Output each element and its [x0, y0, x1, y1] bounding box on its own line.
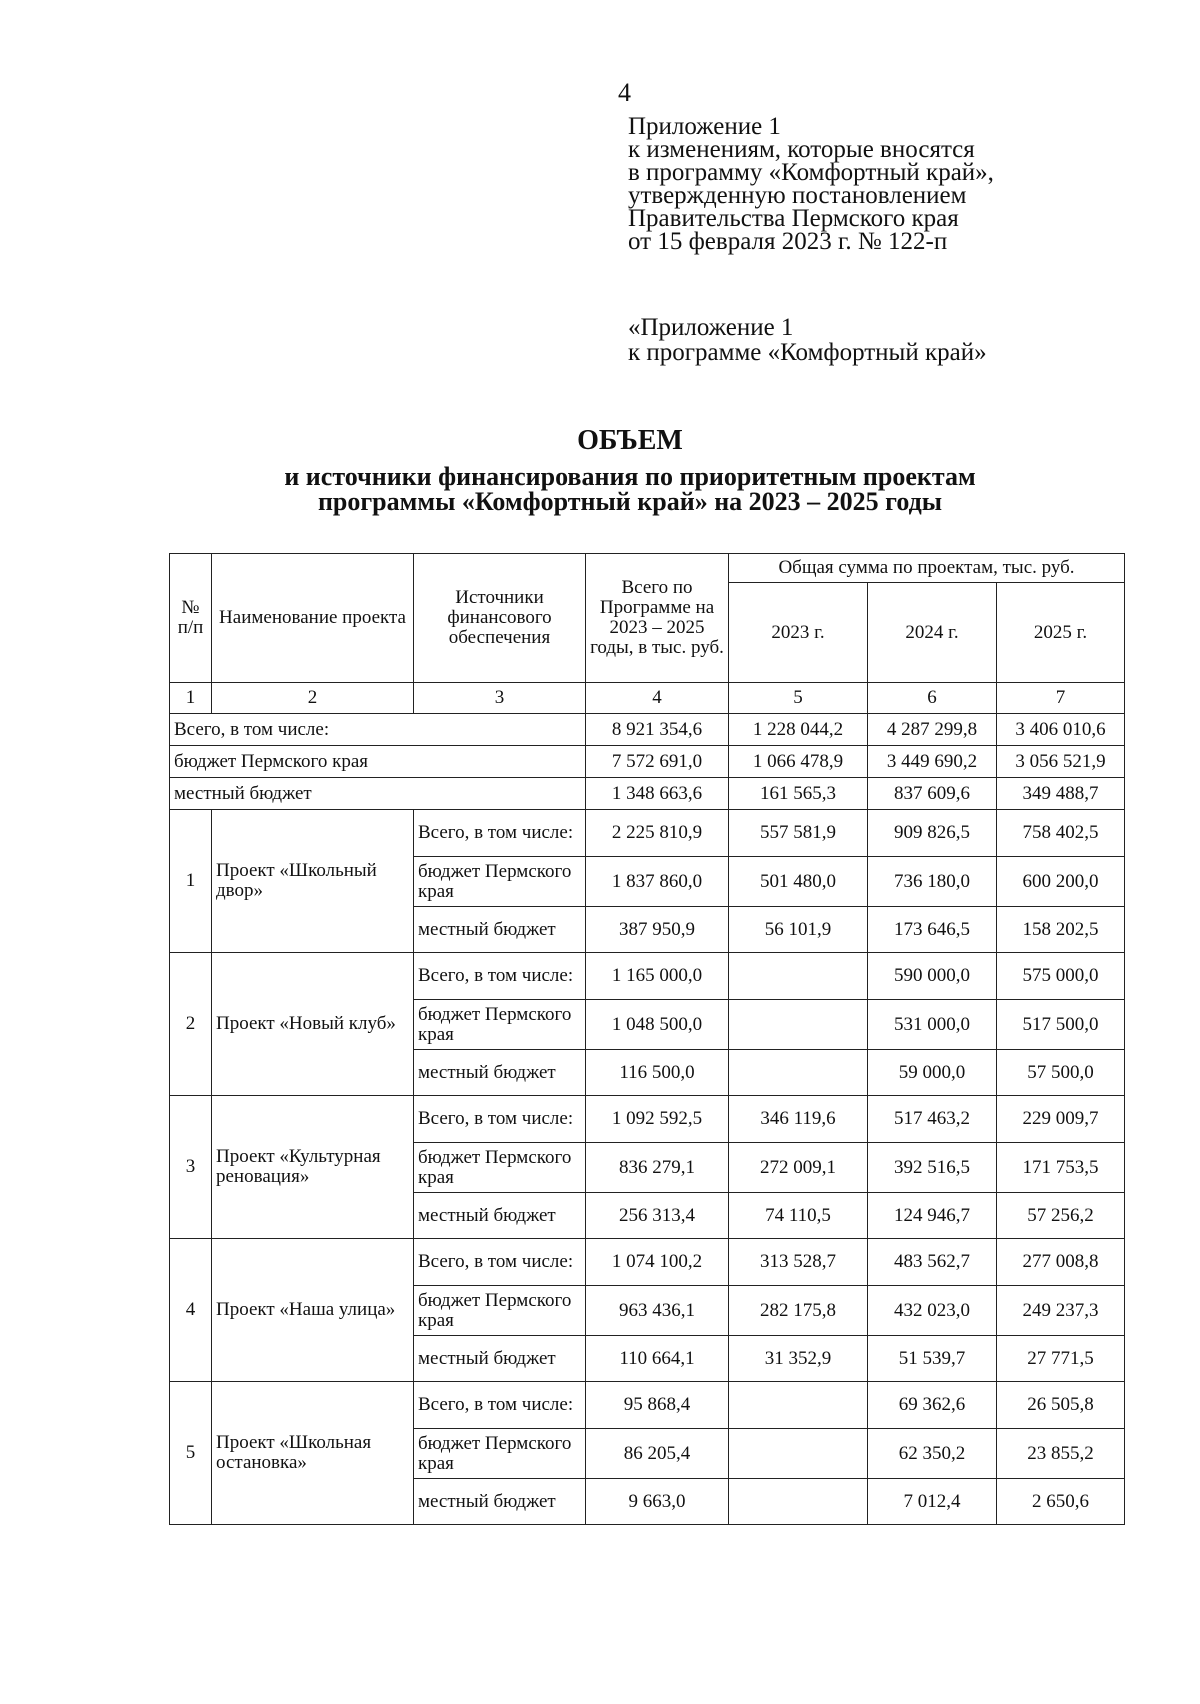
funding-source: местный бюджет	[414, 1193, 586, 1239]
total-value: 7 572 691,0	[586, 746, 729, 778]
header-2024: 2024 г.	[868, 583, 997, 683]
value-2024: 590 000,0	[868, 953, 997, 1000]
header-total: Всего по Программе на 2023 – 2025 годы, в тыс. руб.	[586, 554, 729, 683]
appendix-line: к программе «Комфортный край»	[628, 339, 987, 366]
project-row	[170, 1096, 1125, 1143]
funding-source: бюджет Пермского края	[414, 857, 586, 907]
value-2023: 282 175,8	[729, 1286, 868, 1336]
total-value: 110 664,1	[586, 1336, 729, 1382]
total-value: 1 048 500,0	[586, 1000, 729, 1050]
appendix-line: Правительства Пермского края	[628, 205, 959, 232]
summary-row	[170, 778, 1125, 810]
column-number: 6	[868, 683, 997, 714]
appendix-line: Приложение 1	[628, 113, 781, 140]
project-number: 3	[170, 1096, 212, 1239]
value-2025: 575 000,0	[997, 953, 1125, 1000]
table-header	[170, 554, 1125, 714]
page-number: 4	[618, 78, 631, 107]
value-2025: 349 488,7	[997, 778, 1125, 810]
value-2024: 432 023,0	[868, 1286, 997, 1336]
column-number: 5	[729, 683, 868, 714]
value-2023: 313 528,7	[729, 1239, 868, 1286]
project-name: Проект «Культурная реновация»	[212, 1096, 414, 1239]
project-row	[170, 810, 1125, 857]
value-2023	[729, 953, 868, 1000]
funding-source: Всего, в том числе:	[414, 1096, 586, 1143]
value-2023: 56 101,9	[729, 907, 868, 953]
project-name: Проект «Школьный двор»	[212, 810, 414, 953]
value-2025: 23 855,2	[997, 1429, 1125, 1479]
document-subtitle-line2: программы «Комфортный край» на 2023 – 2025 годы	[317, 487, 943, 516]
total-value: 1 837 860,0	[586, 857, 729, 907]
project-row	[170, 1239, 1125, 1286]
value-2023: 1 066 478,9	[729, 746, 868, 778]
project-row	[170, 1382, 1125, 1429]
header-num: № п/п	[170, 554, 212, 683]
total-value: 9 663,0	[586, 1479, 729, 1525]
project-rows	[170, 810, 1125, 1525]
project-row	[170, 953, 1125, 1000]
project-number: 1	[170, 810, 212, 953]
funding-source: Всего, в том числе:	[414, 953, 586, 1000]
value-2025: 26 505,8	[997, 1382, 1125, 1429]
value-2023: 74 110,5	[729, 1193, 868, 1239]
project-number: 5	[170, 1382, 212, 1525]
summary-row	[170, 714, 1125, 746]
financing-table	[169, 553, 1125, 1525]
value-2023	[729, 1479, 868, 1525]
total-value: 95 868,4	[586, 1382, 729, 1429]
value-2025: 3 056 521,9	[997, 746, 1125, 778]
total-value: 116 500,0	[586, 1050, 729, 1096]
value-2024: 517 463,2	[868, 1096, 997, 1143]
funding-source: местный бюджет	[414, 1336, 586, 1382]
column-number: 2	[212, 683, 414, 714]
column-number: 4	[586, 683, 729, 714]
summary-rows	[170, 714, 1125, 810]
funding-source: Всего, в том числе:	[414, 1382, 586, 1429]
project-number: 4	[170, 1239, 212, 1382]
funding-source: местный бюджет	[414, 1050, 586, 1096]
header-2023: 2023 г.	[729, 583, 868, 683]
column-number: 7	[997, 683, 1125, 714]
value-2023	[729, 1000, 868, 1050]
value-2024: 62 350,2	[868, 1429, 997, 1479]
total-value: 1 092 592,5	[586, 1096, 729, 1143]
value-2025: 249 237,3	[997, 1286, 1125, 1336]
document-title: ОБЪЕМ	[577, 425, 683, 456]
value-2024: 4 287 299,8	[868, 714, 997, 746]
column-number-row	[170, 683, 1125, 714]
column-number: 3	[414, 683, 586, 714]
value-2024: 736 180,0	[868, 857, 997, 907]
total-value: 836 279,1	[586, 1143, 729, 1193]
value-2023: 31 352,9	[729, 1336, 868, 1382]
value-2024: 837 609,6	[868, 778, 997, 810]
funding-source: бюджет Пермского края	[414, 1286, 586, 1336]
value-2023	[729, 1382, 868, 1429]
total-value: 963 436,1	[586, 1286, 729, 1336]
total-value: 256 313,4	[586, 1193, 729, 1239]
value-2024: 59 000,0	[868, 1050, 997, 1096]
project-name: Проект «Новый клуб»	[212, 953, 414, 1096]
value-2025: 3 406 010,6	[997, 714, 1125, 746]
value-2023: 1 228 044,2	[729, 714, 868, 746]
funding-source: Всего, в том числе:	[414, 810, 586, 857]
value-2023	[729, 1050, 868, 1096]
value-2024: 51 539,7	[868, 1336, 997, 1382]
value-2024: 7 012,4	[868, 1479, 997, 1525]
total-value: 387 950,9	[586, 907, 729, 953]
appendix-line: от 15 февраля 2023 г. № 122-п	[628, 228, 948, 255]
header-name: Наименование проекта	[212, 554, 414, 683]
value-2024: 69 362,6	[868, 1382, 997, 1429]
total-value: 1 165 000,0	[586, 953, 729, 1000]
value-2024: 124 946,7	[868, 1193, 997, 1239]
funding-source: местный бюджет	[414, 907, 586, 953]
document-subtitle-line1: и источники финансирования по приоритетным проектам	[284, 462, 976, 491]
value-2025: 229 009,7	[997, 1096, 1125, 1143]
header-group: Общая сумма по проектам, тыс. руб.	[729, 554, 1125, 583]
project-name: Проект «Наша улица»	[212, 1239, 414, 1382]
value-2024: 392 516,5	[868, 1143, 997, 1193]
appendix-line: утвержденную постановлением	[628, 182, 967, 209]
value-2025: 57 500,0	[997, 1050, 1125, 1096]
summary-row	[170, 746, 1125, 778]
value-2024: 483 562,7	[868, 1239, 997, 1286]
total-value: 86 205,4	[586, 1429, 729, 1479]
program-appendix-header	[628, 315, 987, 365]
total-value: 2 225 810,9	[586, 810, 729, 857]
value-2024: 909 826,5	[868, 810, 997, 857]
header-source: Источники финансового обеспечения	[414, 554, 586, 683]
value-2025: 2 650,6	[997, 1479, 1125, 1525]
value-2023: 557 581,9	[729, 810, 868, 857]
funding-source: бюджет Пермского края	[414, 1000, 586, 1050]
value-2023: 272 009,1	[729, 1143, 868, 1193]
value-2025: 57 256,2	[997, 1193, 1125, 1239]
funding-source: местный бюджет	[414, 1479, 586, 1525]
value-2025: 27 771,5	[997, 1336, 1125, 1382]
value-2024: 531 000,0	[868, 1000, 997, 1050]
funding-source: бюджет Пермского края	[414, 1143, 586, 1193]
summary-label: местный бюджет	[170, 778, 586, 810]
summary-label: бюджет Пермского края	[170, 746, 586, 778]
appendix-header	[628, 115, 994, 253]
funding-source: Всего, в том числе:	[414, 1239, 586, 1286]
value-2025: 758 402,5	[997, 810, 1125, 857]
header-2025: 2025 г.	[997, 583, 1125, 683]
value-2025: 277 008,8	[997, 1239, 1125, 1286]
summary-label: Всего, в том числе:	[170, 714, 586, 746]
value-2025: 171 753,5	[997, 1143, 1125, 1193]
total-value: 8 921 354,6	[586, 714, 729, 746]
value-2023	[729, 1429, 868, 1479]
funding-source: бюджет Пермского края	[414, 1429, 586, 1479]
appendix-line: к изменениям, которые вносятся	[628, 136, 975, 163]
value-2025: 600 200,0	[997, 857, 1125, 907]
value-2023: 161 565,3	[729, 778, 868, 810]
value-2024: 3 449 690,2	[868, 746, 997, 778]
project-number: 2	[170, 953, 212, 1096]
column-number: 1	[170, 683, 212, 714]
value-2023: 346 119,6	[729, 1096, 868, 1143]
value-2023: 501 480,0	[729, 857, 868, 907]
project-name: Проект «Школьная остановка»	[212, 1382, 414, 1525]
value-2025: 517 500,0	[997, 1000, 1125, 1050]
value-2025: 158 202,5	[997, 907, 1125, 953]
total-value: 1 074 100,2	[586, 1239, 729, 1286]
appendix-line: в программу «Комфортный край»,	[628, 159, 994, 186]
appendix-line: «Приложение 1	[628, 314, 794, 341]
value-2024: 173 646,5	[868, 907, 997, 953]
total-value: 1 348 663,6	[586, 778, 729, 810]
